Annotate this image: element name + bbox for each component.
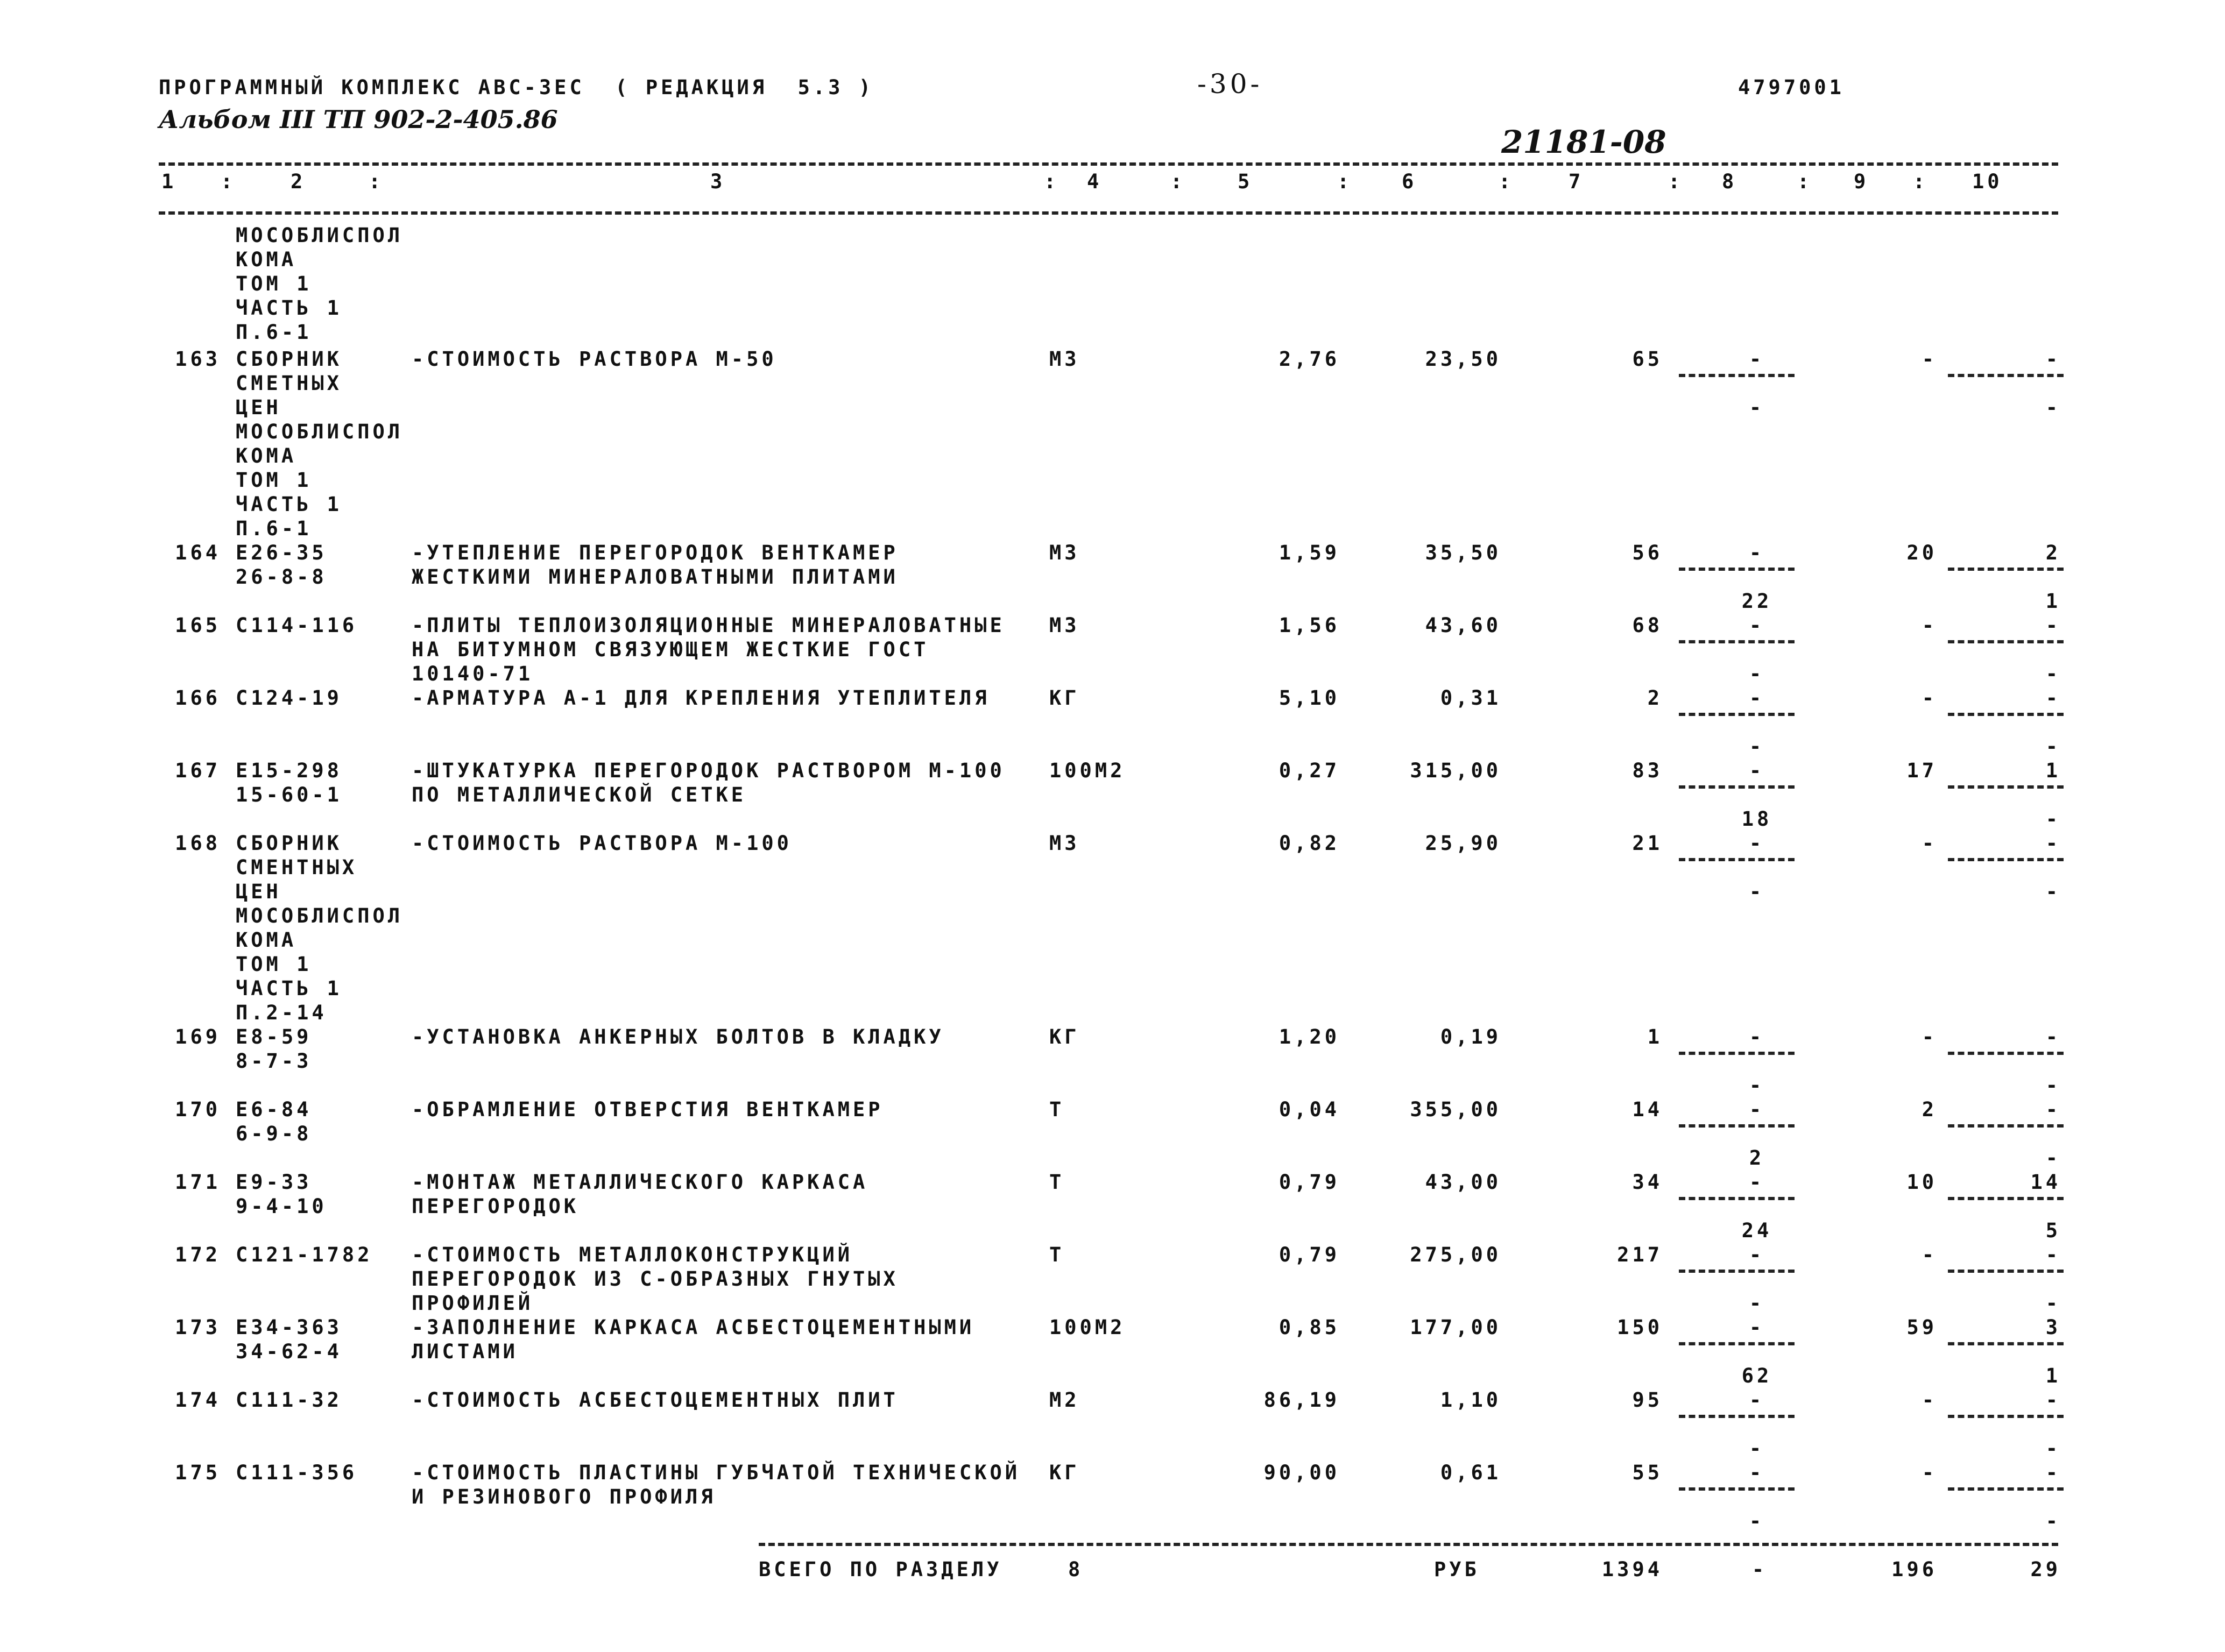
item-quantity: 0,79 bbox=[1279, 1171, 1340, 1194]
item-price: 43,00 bbox=[1425, 1171, 1501, 1194]
col8-bottom-value: - bbox=[1749, 1437, 1765, 1460]
item-total: 1 bbox=[1647, 1025, 1663, 1048]
item-description-line: -СТОИМОСТЬ АСБЕСТОЦЕМЕНТНЫХ ПЛИТ bbox=[412, 1388, 899, 1412]
col10-fraction-rule bbox=[1948, 1342, 2064, 1345]
continuation-code-line: П.6-1 bbox=[236, 321, 312, 344]
col10-bottom-value: - bbox=[2045, 735, 2061, 758]
item-description-line: -ОБРАМЛЕНИЕ ОТВЕРСТИЯ ВЕНТКАМЕР bbox=[412, 1098, 884, 1121]
col8-fraction-rule bbox=[1679, 568, 1795, 571]
col8-fraction-rule bbox=[1679, 1487, 1795, 1491]
col8-bottom-value: - bbox=[1749, 396, 1765, 419]
item-price: 25,90 bbox=[1425, 832, 1501, 855]
col8-fraction-rule bbox=[1679, 1415, 1795, 1418]
item-price: 23,50 bbox=[1425, 348, 1501, 371]
col8-top-value: - bbox=[1749, 1388, 1765, 1412]
item-price: 355,00 bbox=[1410, 1098, 1501, 1121]
item-code-line: ТОМ 1 bbox=[236, 469, 312, 492]
col9-value: - bbox=[1922, 348, 1937, 371]
item-number: 174 bbox=[175, 1388, 221, 1412]
item-unit: 100М2 bbox=[1049, 1316, 1126, 1339]
col8-fraction-rule bbox=[1679, 374, 1795, 377]
col10-fraction-rule bbox=[1948, 568, 2064, 571]
col8-top-value: - bbox=[1749, 1025, 1765, 1048]
col10-bottom-value: - bbox=[2045, 396, 2061, 419]
col10-bottom-value: 1 bbox=[2045, 590, 2061, 613]
item-quantity: 0,85 bbox=[1279, 1316, 1340, 1339]
item-description-line: ПЕРЕГОРОДОК bbox=[412, 1195, 580, 1218]
item-description-line: -АРМАТУРА А-1 ДЛЯ КРЕПЛЕНИЯ УТЕПЛИТЕЛЯ bbox=[412, 686, 990, 710]
col8-top-value: - bbox=[1749, 614, 1765, 637]
item-unit: М3 bbox=[1049, 541, 1080, 564]
item-number: 167 bbox=[175, 759, 221, 782]
item-number: 164 bbox=[175, 541, 221, 564]
item-total: 65 bbox=[1632, 348, 1663, 371]
col8-top-value: - bbox=[1749, 541, 1765, 564]
col8-bottom-value: 22 bbox=[1741, 590, 1772, 613]
item-description-line: ЛИСТАМИ bbox=[412, 1340, 518, 1363]
item-number: 172 bbox=[175, 1243, 221, 1266]
item-unit: Т bbox=[1049, 1243, 1065, 1266]
col10-bottom-value: - bbox=[2045, 1292, 2061, 1315]
col8-top-value: - bbox=[1749, 759, 1765, 782]
item-total: 14 bbox=[1632, 1098, 1663, 1121]
col9-value: 17 bbox=[1906, 759, 1937, 782]
item-price: 0,19 bbox=[1440, 1025, 1501, 1048]
item-total: 68 bbox=[1632, 614, 1663, 637]
item-quantity: 86,19 bbox=[1263, 1388, 1340, 1412]
item-code-line: 15-60-1 bbox=[236, 783, 342, 806]
col9-value: - bbox=[1922, 1388, 1937, 1412]
item-unit: Т bbox=[1049, 1171, 1065, 1194]
item-price: 315,00 bbox=[1410, 759, 1501, 782]
col10-bottom-value: - bbox=[2045, 807, 2061, 831]
header-top-rule bbox=[159, 162, 2058, 166]
item-code-line: ЦЕН bbox=[236, 396, 281, 419]
col10-fraction-rule bbox=[1948, 1124, 2064, 1128]
item-code-line: КОМА bbox=[236, 444, 297, 467]
page-number: -30- bbox=[1197, 68, 1263, 100]
col9-value: - bbox=[1922, 1461, 1937, 1484]
item-price: 177,00 bbox=[1410, 1316, 1501, 1339]
item-total: 56 bbox=[1632, 541, 1663, 564]
item-price: 43,60 bbox=[1425, 614, 1501, 637]
item-number: 166 bbox=[175, 686, 221, 710]
item-code-line: 6-9-8 bbox=[236, 1122, 312, 1145]
item-code-line: МОСОБЛИСПОЛ bbox=[236, 904, 404, 927]
col10-top-value: 1 bbox=[2045, 759, 2061, 782]
item-code-line: 9-4-10 bbox=[236, 1195, 327, 1218]
item-price: 275,00 bbox=[1410, 1243, 1501, 1266]
col8-bottom-value: 2 bbox=[1749, 1146, 1765, 1169]
column-separator: : bbox=[1044, 170, 1059, 193]
col8-bottom-value: - bbox=[1749, 880, 1765, 903]
continuation-code-line: КОМА bbox=[236, 248, 297, 271]
col10-top-value: - bbox=[2045, 832, 2061, 855]
col8-top-value: - bbox=[1749, 686, 1765, 710]
item-total: 95 bbox=[1632, 1388, 1663, 1412]
total-label: ВСЕГО ПО РАЗДЕЛУ bbox=[759, 1558, 1002, 1581]
col8-fraction-rule bbox=[1679, 1124, 1795, 1128]
col10-bottom-value: - bbox=[2045, 1437, 2061, 1460]
column-number: 9 bbox=[1854, 170, 1869, 193]
column-number: 10 bbox=[1972, 170, 2003, 193]
column-number: 8 bbox=[1722, 170, 1737, 193]
item-description-line: -МОНТАЖ МЕТАЛЛИЧЕСКОГО КАРКАСА bbox=[412, 1171, 868, 1194]
item-total: 34 bbox=[1632, 1171, 1663, 1194]
col10-top-value: - bbox=[2045, 1098, 2061, 1121]
column-separator: : bbox=[1170, 170, 1186, 193]
col8-fraction-rule bbox=[1679, 1052, 1795, 1055]
col8-top-value: - bbox=[1749, 1171, 1765, 1194]
col10-bottom-value: - bbox=[2045, 1509, 2061, 1533]
item-code-line: МОСОБЛИСПОЛ bbox=[236, 420, 404, 443]
item-description-line: -СТОИМОСТЬ РАСТВОРА М-50 bbox=[412, 348, 777, 371]
total-col8: - bbox=[1751, 1558, 1768, 1581]
col10-fraction-rule bbox=[1948, 374, 2064, 377]
col10-top-value: 3 bbox=[2045, 1316, 2061, 1339]
col10-fraction-rule bbox=[1948, 1487, 2064, 1491]
col10-top-value: - bbox=[2045, 348, 2061, 371]
col10-fraction-rule bbox=[1948, 1270, 2064, 1273]
column-separator: : bbox=[1499, 170, 1514, 193]
col8-bottom-value: - bbox=[1749, 662, 1765, 685]
document-code: 4797001 bbox=[1738, 76, 1845, 99]
col10-top-value: - bbox=[2045, 614, 2061, 637]
column-separator: : bbox=[1797, 170, 1813, 193]
item-code-line: СБОРНИК bbox=[236, 832, 342, 855]
item-total: 2 bbox=[1647, 686, 1663, 710]
column-separator: : bbox=[1913, 170, 1929, 193]
total-section: 8 bbox=[1068, 1558, 1084, 1581]
item-code-line: С111-356 bbox=[236, 1461, 358, 1484]
item-unit: 100М2 bbox=[1049, 759, 1126, 782]
item-code-line: С121-1782 bbox=[236, 1243, 373, 1266]
col8-fraction-rule bbox=[1679, 1197, 1795, 1200]
item-code-line: ЧАСТЬ 1 bbox=[236, 493, 342, 516]
item-code-line: Е9-33 bbox=[236, 1171, 312, 1194]
item-unit: М3 bbox=[1049, 614, 1080, 637]
col8-fraction-rule bbox=[1679, 858, 1795, 861]
total-currency: РУБ bbox=[1434, 1558, 1480, 1581]
item-number: 173 bbox=[175, 1316, 221, 1339]
col8-top-value: - bbox=[1749, 1243, 1765, 1266]
col10-fraction-rule bbox=[1948, 1052, 2064, 1055]
col9-value: - bbox=[1922, 832, 1937, 855]
item-code-line: С111-32 bbox=[236, 1388, 342, 1412]
item-code-line: ЦЕН bbox=[236, 880, 281, 903]
col10-bottom-value: - bbox=[2045, 1146, 2061, 1169]
item-code-line: ТОМ 1 bbox=[236, 953, 312, 976]
col8-bottom-value: - bbox=[1749, 1509, 1765, 1533]
item-description-line: НА БИТУМНОМ СВЯЗУЮЩЕМ ЖЕСТКИЕ ГОСТ bbox=[412, 638, 929, 661]
item-code-line: С114-116 bbox=[236, 614, 358, 637]
item-number: 170 bbox=[175, 1098, 221, 1121]
col8-top-value: - bbox=[1749, 1461, 1765, 1484]
item-total: 21 bbox=[1632, 832, 1663, 855]
col8-top-value: - bbox=[1749, 1098, 1765, 1121]
item-unit: КГ bbox=[1049, 1461, 1080, 1484]
col10-top-value: - bbox=[2045, 1243, 2061, 1266]
item-unit: М2 bbox=[1049, 1388, 1080, 1412]
item-code-line: Е8-59 bbox=[236, 1025, 312, 1048]
col10-top-value: - bbox=[2045, 1461, 2061, 1484]
col10-top-value: - bbox=[2045, 1388, 2061, 1412]
item-code-line: 34-62-4 bbox=[236, 1340, 342, 1363]
item-price: 35,50 bbox=[1425, 541, 1501, 564]
col8-fraction-rule bbox=[1679, 785, 1795, 789]
item-quantity: 0,04 bbox=[1279, 1098, 1340, 1121]
document-number: 21181-08 bbox=[1501, 124, 1666, 160]
col10-fraction-rule bbox=[1948, 640, 2064, 643]
col10-top-value: - bbox=[2045, 686, 2061, 710]
item-code-line: С124-19 bbox=[236, 686, 342, 710]
item-description-line: -ПЛИТЫ ТЕПЛОИЗОЛЯЦИОННЫЕ МИНЕРАЛОВАТНЫЕ bbox=[412, 614, 1005, 637]
item-description-line: ПЕРЕГОРОДОК ИЗ С-ОБРАЗНЫХ ГНУТЫХ bbox=[412, 1267, 899, 1291]
item-code-line: СБОРНИК bbox=[236, 348, 342, 371]
item-description-line: -УСТАНОВКА АНКЕРНЫХ БОЛТОВ В КЛАДКУ bbox=[412, 1025, 944, 1048]
column-separator: : bbox=[221, 170, 236, 193]
col9-value: 59 bbox=[1906, 1316, 1937, 1339]
item-code-line: СМЕНТНЫХ bbox=[236, 856, 358, 879]
item-total: 55 bbox=[1632, 1461, 1663, 1484]
item-description-line: -ШТУКАТУРКА ПЕРЕГОРОДОК РАСТВОРОМ М-100 bbox=[412, 759, 1005, 782]
col10-bottom-value: - bbox=[2045, 662, 2061, 685]
album-title: Альбом III ТП 902-2-405.86 bbox=[159, 105, 558, 134]
column-separator: : bbox=[1668, 170, 1684, 193]
continuation-code-line: ЧАСТЬ 1 bbox=[236, 296, 342, 320]
item-code-line: Е26-35 bbox=[236, 541, 327, 564]
col8-top-value: - bbox=[1749, 1316, 1765, 1339]
col10-bottom-value: 1 bbox=[2045, 1364, 2061, 1387]
continuation-code-line: ТОМ 1 bbox=[236, 272, 312, 295]
col9-value: - bbox=[1922, 686, 1937, 710]
col10-bottom-value: - bbox=[2045, 880, 2061, 903]
item-number: 163 bbox=[175, 348, 221, 371]
item-quantity: 0,27 bbox=[1279, 759, 1340, 782]
col9-value: 2 bbox=[1922, 1098, 1937, 1121]
item-quantity: 90,00 bbox=[1263, 1461, 1340, 1484]
item-quantity: 1,20 bbox=[1279, 1025, 1340, 1048]
item-quantity: 0,82 bbox=[1279, 832, 1340, 855]
col8-top-value: - bbox=[1749, 348, 1765, 371]
item-total: 150 bbox=[1617, 1316, 1663, 1339]
column-number: 6 bbox=[1402, 170, 1417, 193]
item-number: 169 bbox=[175, 1025, 221, 1048]
item-code-line: 26-8-8 bbox=[236, 565, 327, 589]
item-unit: М3 bbox=[1049, 832, 1080, 855]
item-number: 168 bbox=[175, 832, 221, 855]
item-description-line: -СТОИМОСТЬ РАСТВОРА М-100 bbox=[412, 832, 792, 855]
item-price: 1,10 bbox=[1440, 1388, 1501, 1412]
column-separator: : bbox=[369, 170, 384, 193]
item-total: 217 bbox=[1617, 1243, 1663, 1266]
col10-bottom-value: 5 bbox=[2045, 1219, 2061, 1242]
item-code-line: КОМА bbox=[236, 928, 297, 952]
item-description-line: -ЗАПОЛНЕНИЕ КАРКАСА АСБЕСТОЦЕМЕНТНЫМИ bbox=[412, 1316, 975, 1339]
continuation-code-line: МОСОБЛИСПОЛ bbox=[236, 224, 404, 247]
total-col10: 29 bbox=[2030, 1558, 2061, 1581]
total-col9: 196 bbox=[1891, 1558, 1937, 1581]
col10-top-value: - bbox=[2045, 1025, 2061, 1048]
item-code-line: 8-7-3 bbox=[236, 1050, 312, 1073]
column-number: 2 bbox=[291, 170, 306, 193]
item-quantity: 0,79 bbox=[1279, 1243, 1340, 1266]
col9-value: - bbox=[1922, 1243, 1937, 1266]
item-description-line: -СТОИМОСТЬ ПЛАСТИНЫ ГУБЧАТОЙ ТЕХНИЧЕСКОЙ bbox=[412, 1461, 1021, 1484]
col8-fraction-rule bbox=[1679, 1270, 1795, 1273]
item-quantity: 1,56 bbox=[1279, 614, 1340, 637]
total-rule bbox=[759, 1543, 2058, 1546]
col10-fraction-rule bbox=[1948, 785, 2064, 789]
item-total: 83 bbox=[1632, 759, 1663, 782]
item-description-line: ПРОФИЛЕЙ bbox=[412, 1292, 534, 1315]
column-separator: : bbox=[1337, 170, 1353, 193]
item-unit: М3 bbox=[1049, 348, 1080, 371]
col9-value: 10 bbox=[1906, 1171, 1937, 1194]
col8-bottom-value: - bbox=[1749, 735, 1765, 758]
item-description-line: 10140-71 bbox=[412, 662, 534, 685]
col8-fraction-rule bbox=[1679, 1342, 1795, 1345]
item-code-line: Е15-298 bbox=[236, 759, 342, 782]
header-bottom-rule bbox=[159, 211, 2058, 215]
item-number: 175 bbox=[175, 1461, 221, 1484]
total-sum: 1394 bbox=[1601, 1558, 1663, 1581]
col9-value: 20 bbox=[1906, 541, 1937, 564]
col8-bottom-value: 18 bbox=[1741, 807, 1772, 831]
col10-fraction-rule bbox=[1948, 1415, 2064, 1418]
col10-fraction-rule bbox=[1948, 1197, 2064, 1200]
col10-bottom-value: - bbox=[2045, 1074, 2061, 1097]
item-unit: Т bbox=[1049, 1098, 1065, 1121]
col8-bottom-value: - bbox=[1749, 1074, 1765, 1097]
item-quantity: 1,59 bbox=[1279, 541, 1340, 564]
item-description-line: ЖЕСТКИМИ МИНЕРАЛОВАТНЫМИ ПЛИТАМИ bbox=[412, 565, 899, 589]
item-code-line: СМЕТНЫХ bbox=[236, 372, 342, 395]
col10-fraction-rule bbox=[1948, 858, 2064, 861]
col8-fraction-rule bbox=[1679, 640, 1795, 643]
column-number: 3 bbox=[710, 170, 726, 193]
col9-value: - bbox=[1922, 1025, 1937, 1048]
item-price: 0,31 bbox=[1440, 686, 1501, 710]
item-number: 171 bbox=[175, 1171, 221, 1194]
item-quantity: 5,10 bbox=[1279, 686, 1340, 710]
col8-fraction-rule bbox=[1679, 713, 1795, 716]
item-description-line: -УТЕПЛЕНИЕ ПЕРЕГОРОДОК ВЕНТКАМЕР bbox=[412, 541, 899, 564]
column-number: 4 bbox=[1087, 170, 1103, 193]
item-quantity: 2,76 bbox=[1279, 348, 1340, 371]
col8-bottom-value: - bbox=[1749, 1292, 1765, 1315]
item-code-line: ЧАСТЬ 1 bbox=[236, 977, 342, 1000]
column-number: 7 bbox=[1569, 170, 1584, 193]
item-description-line: -СТОИМОСТЬ МЕТАЛЛОКОНСТРУКЦИЙ bbox=[412, 1243, 853, 1266]
col10-fraction-rule bbox=[1948, 713, 2064, 716]
item-unit: КГ bbox=[1049, 686, 1080, 710]
item-number: 165 bbox=[175, 614, 221, 637]
col8-bottom-value: 24 bbox=[1741, 1219, 1772, 1242]
item-code-line: Е34-363 bbox=[236, 1316, 342, 1339]
item-price: 0,61 bbox=[1440, 1461, 1501, 1484]
col8-top-value: - bbox=[1749, 832, 1765, 855]
program-header: ПРОГРАММНЫЙ КОМПЛЕКС АВС-3ЕС ( РЕДАКЦИЯ 5.3 ) bbox=[159, 76, 874, 99]
col9-value: - bbox=[1922, 614, 1937, 637]
item-code-line: Е6-84 bbox=[236, 1098, 312, 1121]
item-description-line: ПО МЕТАЛЛИЧЕСКОЙ СЕТКЕ bbox=[412, 783, 747, 806]
column-number: 5 bbox=[1238, 170, 1253, 193]
col8-bottom-value: 62 bbox=[1741, 1364, 1772, 1387]
column-number: 1 bbox=[161, 170, 177, 193]
item-unit: КГ bbox=[1049, 1025, 1080, 1048]
col10-top-value: 14 bbox=[2030, 1171, 2061, 1194]
item-code-line: П.6-1 bbox=[236, 517, 312, 540]
item-description-line: И РЕЗИНОВОГО ПРОФИЛЯ bbox=[412, 1485, 716, 1508]
col10-top-value: 2 bbox=[2045, 541, 2061, 564]
item-code-line: П.2-14 bbox=[236, 1001, 327, 1024]
